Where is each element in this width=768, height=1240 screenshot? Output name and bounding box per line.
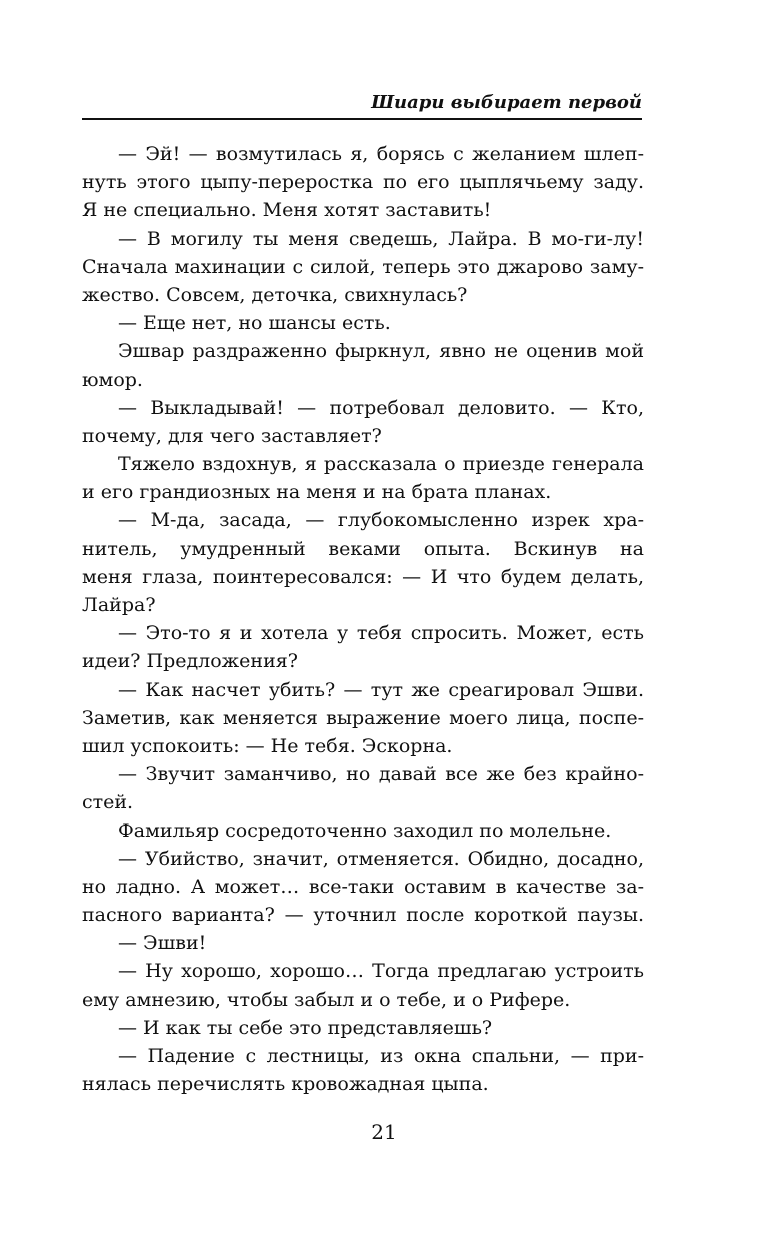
text-line: пасного варианта? — уточнил после короткой паузы. bbox=[82, 904, 644, 927]
text-line: жество. Совсем, деточка, свихнулась? bbox=[82, 283, 468, 306]
text-line: юмор. bbox=[82, 368, 143, 391]
text-line: — Ну хорошо, хорошо… Тогда предлагаю устроить bbox=[118, 960, 644, 983]
text-line: — Как насчет убить? — тут же среагировал Эшви. bbox=[118, 678, 644, 701]
text-line: — М-да, засада, — глубокомысленно изрек хра- bbox=[118, 509, 644, 532]
text-line: ему амнезию, чтобы забыл и о тебе, и о Рифере. bbox=[82, 988, 571, 1011]
text-line: идеи? Предложения? bbox=[82, 650, 298, 673]
text-line: нуть этого цыпу-переростка по его цыплячьему заду. bbox=[82, 171, 644, 194]
text-line: почему, для чего заставляет? bbox=[82, 424, 382, 447]
text-line: нялась перечислять кровожадная цыпа. bbox=[82, 1073, 489, 1096]
text-line: стей. bbox=[82, 791, 134, 814]
running-header-title: Шиари выбирает первой bbox=[371, 92, 642, 113]
header-divider bbox=[82, 118, 642, 120]
text-line: — Эй! — возмутилась я, борясь с желанием шлеп- bbox=[118, 143, 644, 165]
text-line: Тяжело вздохнув, я рассказала о приезде генерала bbox=[118, 453, 644, 476]
text-line: меня глаза, поинтересовался: — И что будем делать, bbox=[82, 565, 644, 588]
text-line: — Звучит заманчиво, но давай все же без крайно- bbox=[118, 763, 644, 786]
text-line: нитель, умудренный веками опыта. Вскинув на bbox=[82, 537, 644, 560]
body-text bbox=[82, 140, 644, 1098]
text-line: Лайра? bbox=[82, 594, 156, 616]
text-line: Я не специально. Меня хотят заставить! bbox=[82, 199, 492, 222]
text-line: Сначала махинации с силой, теперь это джарово заму- bbox=[82, 255, 644, 278]
text-line: — Это-то я и хотела у тебя спросить. Может, есть bbox=[118, 622, 644, 645]
text-line: — Еще нет, но шансы есть. bbox=[118, 312, 391, 335]
text-line: — Эшви! bbox=[118, 932, 207, 955]
text-line: — В могилу ты меня сведешь, Лайра. В мо-ги-лу! bbox=[118, 227, 644, 250]
text-line: шил успокоить: — Не тебя. Эскорна. bbox=[82, 734, 453, 757]
text-line: Заметив, как меняется выражение моего лица, поспе- bbox=[82, 706, 644, 729]
text-line: и его грандиозных на меня и на брата планах. bbox=[82, 481, 552, 504]
text-line: Эшвар раздраженно фыркнул, явно не оценив мой bbox=[118, 340, 644, 363]
text-line: — Убийство, значит, отменяется. Обидно, досадно, bbox=[118, 847, 644, 870]
text-line: — Выкладывай! — потребовал деловито. — Кто, bbox=[118, 396, 644, 419]
text-line: — И как ты себе это представляешь? bbox=[118, 1016, 493, 1039]
text-line: но ладно. А может… все-таки оставим в качестве за- bbox=[82, 875, 644, 898]
text-line: Фамильяр сосредоточенно заходил по молельне. bbox=[118, 819, 612, 842]
text-line: — Падение с лестницы, из окна спальни, — при- bbox=[118, 1045, 644, 1067]
page-number: 21 bbox=[371, 1120, 397, 1144]
